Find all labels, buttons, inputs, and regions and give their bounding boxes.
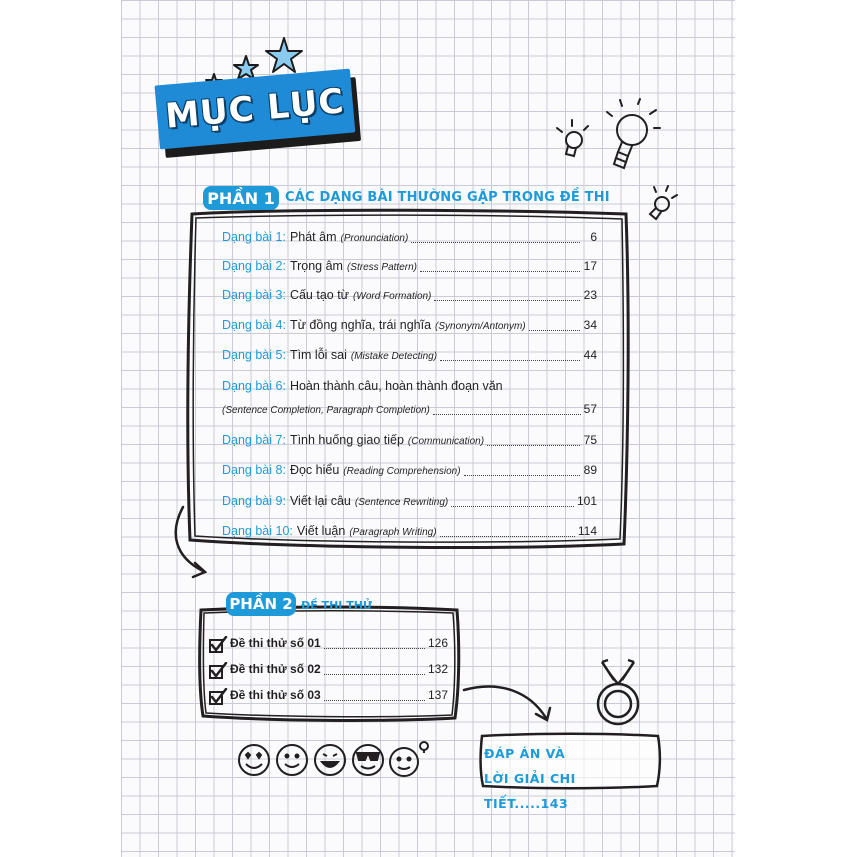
- toc-item-label: Dạng bài 3:: [222, 288, 286, 302]
- part2-heading: ĐỀ THI THỬ: [301, 599, 373, 612]
- curved-arrow-icon: [460, 682, 560, 732]
- exam-item-page: 132: [427, 662, 448, 676]
- lightbulb-icon: [607, 99, 660, 168]
- toc-item-subtitle: (Reading Comprehension): [343, 466, 461, 477]
- toc-item-subtitle: (Communication): [407, 436, 485, 447]
- toc-item-label: Dạng bài 10:: [222, 524, 293, 538]
- checkbox-checked-icon: [208, 636, 228, 654]
- dot-leader: [420, 261, 580, 272]
- page-title: MỤC LỤC: [163, 81, 347, 137]
- exam-item-label: Đề thi thử số 02: [230, 662, 321, 676]
- toc-item-label: Dạng bài 5:: [222, 348, 286, 362]
- toc-item-page: 114: [577, 524, 597, 538]
- toc-item-page: 23: [583, 288, 597, 302]
- lightbulb-icon: [650, 186, 677, 219]
- toc-item-label: Dạng bài 4:: [222, 318, 286, 332]
- exam-item-label: Đề thi thử số 03: [230, 688, 321, 702]
- exam-item-label: Đề thi thử số 01: [230, 636, 321, 650]
- toc-item[interactable]: [222, 318, 597, 336]
- toc-item-title: Trọng âm: [289, 259, 343, 273]
- dot-leader: [411, 232, 580, 243]
- toc-item[interactable]: [222, 463, 597, 481]
- toc-item-label: Dạng bài 7:: [222, 433, 286, 447]
- toc-item[interactable]: [222, 433, 597, 451]
- dot-leader: [487, 435, 580, 446]
- toc-item-title: Hoàn thành câu, hoàn thành đoạn văn: [289, 379, 503, 393]
- exam-item[interactable]: [208, 688, 448, 706]
- toc-item-page: 34: [583, 318, 597, 332]
- toc-item-title: Tình huống giao tiếp: [289, 433, 404, 447]
- toc-item-subtitle: (Stress Pattern): [346, 262, 417, 273]
- emoji-faces-decoration: [234, 740, 434, 780]
- exam-item-page: 137: [427, 688, 448, 702]
- toc-item-page: 17: [583, 259, 597, 273]
- dot-leader: [451, 496, 574, 507]
- thinking-emoji-icon: [390, 742, 428, 776]
- dot-leader: [440, 350, 580, 361]
- dot-leader: [324, 690, 425, 701]
- toc-item-subtitle: (Sentence Rewriting): [354, 497, 449, 508]
- toc-item-page: 57: [583, 402, 597, 416]
- toc-item[interactable]: [222, 379, 597, 397]
- toc-item-label: Dạng bài 6:: [222, 379, 286, 393]
- grin-emoji-icon: [315, 745, 345, 775]
- toc-item[interactable]: [222, 259, 597, 277]
- star-icon: [234, 56, 258, 79]
- toc-item-title: Cấu tạo từ: [289, 288, 350, 302]
- toc-item-subtitle: (Word Formation): [353, 291, 432, 302]
- toc-item[interactable]: [222, 494, 597, 512]
- toc-item[interactable]: [222, 288, 597, 306]
- heart-eyes-emoji-icon: [239, 745, 269, 775]
- answers-link[interactable]: [484, 741, 659, 816]
- toc-item[interactable]: [222, 230, 597, 248]
- dot-leader: [464, 465, 580, 476]
- toc-item[interactable]: [222, 524, 597, 542]
- dot-leader: [434, 290, 580, 301]
- curved-arrow-icon: [165, 505, 225, 590]
- toc-item-page: 101: [576, 494, 597, 508]
- toc-item-subtitle: (Mistake Detecting): [350, 351, 438, 362]
- toc-item-label: Dạng bài 8:: [222, 463, 286, 477]
- toc-item-subtitle: (Sentence Completion, Paragraph Completion): [222, 405, 430, 416]
- checkbox-checked-icon: [208, 662, 228, 680]
- exam-item-page: 126: [427, 636, 448, 650]
- exam-item[interactable]: [208, 662, 448, 680]
- dot-leader: [324, 664, 425, 675]
- toc-item-label: Dạng bài 2:: [222, 259, 286, 273]
- toc-item-title: Từ đồng nghĩa, trái nghĩa: [289, 318, 432, 332]
- part1-badge: PHẦN 1: [203, 186, 279, 210]
- dot-leader: [433, 404, 581, 415]
- part2-badge: PHẦN 2: [226, 592, 296, 616]
- toc-item-title: Phát âm: [289, 230, 337, 244]
- toc-item-subtitle: (Pronunciation): [340, 233, 409, 244]
- answers-line2: LỜI GIẢI CHI TIẾT.....143: [484, 771, 576, 811]
- dot-leader: [440, 526, 575, 537]
- answers-line1: ĐÁP ÁN VÀ: [484, 746, 566, 761]
- toc-item-continuation[interactable]: [222, 402, 597, 420]
- part1-heading: CÁC DẠNG BÀI THƯỜNG GẶP TRONG ĐỀ THI: [285, 190, 610, 205]
- checkbox-checked-icon: [208, 688, 228, 706]
- lightbulb-icon: [557, 120, 588, 156]
- toc-item[interactable]: [222, 348, 597, 366]
- toc-item-subtitle: (Paragraph Writing): [349, 527, 437, 538]
- toc-item-page: 44: [583, 348, 597, 362]
- toc-item-title: Đọc hiểu: [289, 463, 340, 477]
- dot-leader: [529, 320, 580, 331]
- toc-item-title: Tìm lỗi sai: [289, 348, 347, 362]
- toc-item-page: 75: [583, 433, 597, 447]
- toc-item-title: Viết luận: [296, 524, 346, 538]
- toc-item-page: 6: [590, 230, 597, 244]
- smile-emoji-icon: [277, 745, 307, 775]
- star-icon: [266, 38, 302, 72]
- toc-item-label: Dạng bài 1:: [222, 230, 286, 244]
- medal-icon: [588, 658, 648, 730]
- toc-item-label: Dạng bài 9:: [222, 494, 286, 508]
- toc-item-title: Viết lại câu: [289, 494, 351, 508]
- toc-item-page: 89: [583, 463, 597, 477]
- sunglasses-emoji-icon: [353, 745, 383, 775]
- toc-item-subtitle: (Synonym/Antonym): [435, 321, 526, 332]
- exam-item[interactable]: [208, 636, 448, 654]
- dot-leader: [324, 638, 425, 649]
